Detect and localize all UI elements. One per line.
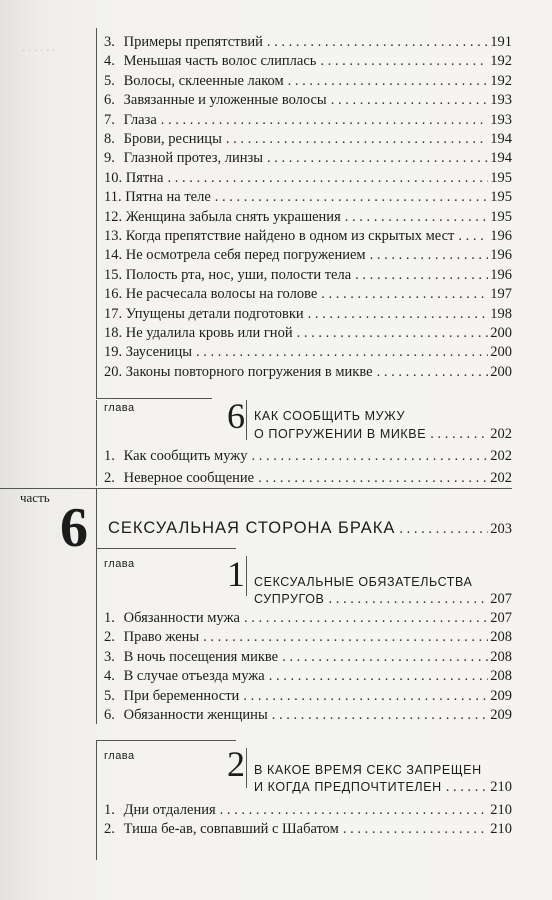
leader-dots (377, 362, 489, 382)
entry-number: 14. (104, 247, 123, 264)
leader-dots (345, 207, 489, 227)
leader-dots (269, 666, 489, 686)
entry-title: Право жены (123, 629, 200, 646)
toc-entry[interactable] (104, 647, 512, 667)
entry-title: Не расчесала волосы на голове (125, 286, 318, 303)
page-number: 200 (490, 344, 512, 361)
page-number: 207 (490, 591, 512, 607)
page-number: 209 (490, 687, 512, 704)
entry-title: Пятна (125, 169, 164, 186)
leader-dots (288, 71, 489, 91)
page-number: 202 (490, 426, 512, 442)
chapter-title-line2: О ПОГРУЖЕНИИ В МИКВЕ (254, 427, 427, 441)
entry-title: Меньшая часть волос слиплась (123, 53, 317, 70)
leader-dots (252, 446, 489, 466)
entry-title: Обязанности женщины (123, 707, 268, 723)
leader-dots (220, 800, 489, 820)
page-number: 208 (490, 648, 512, 665)
entry-title: Упущены детали подготовки (125, 305, 304, 322)
entry-number: 9. (104, 150, 115, 167)
toc-entry[interactable] (104, 207, 512, 227)
toc-entry[interactable] (104, 51, 512, 71)
leader-dots (267, 32, 488, 52)
leader-dots (321, 284, 488, 304)
toc-entry[interactable] (104, 666, 512, 686)
chapter-number-rule (246, 556, 247, 596)
entry-title: Тиша бе-ав, совпавший с Шабатом (123, 821, 339, 838)
page-number: 192 (490, 72, 512, 89)
part-label: часть (20, 490, 50, 505)
page-number: 195 (490, 169, 512, 186)
toc-entry[interactable] (104, 627, 512, 647)
toc-entry[interactable] (104, 468, 512, 488)
entry-title: Дни отдаления (123, 802, 216, 818)
toc-entry[interactable] (104, 129, 512, 149)
page-number: 196 (490, 228, 512, 244)
chapter-title-line2: И КОГДА ПРЕДПОЧТИТЕЛЕН (254, 780, 442, 794)
toc-entry[interactable] (104, 686, 512, 706)
leader-dots (282, 647, 488, 667)
entry-title: Законы повторного погружения в микве (125, 363, 373, 380)
page-number: 210 (490, 802, 512, 818)
toc-entry[interactable] (108, 518, 512, 542)
entry-number: 6. (104, 92, 115, 109)
page-number: 200 (490, 363, 512, 380)
page-number: 207 (490, 610, 512, 626)
page-number: 210 (490, 821, 512, 838)
leader-dots (258, 468, 488, 488)
chapter-title-line1: КАК СООБЩИТЬ МУЖУ (254, 409, 406, 423)
toc-entry[interactable] (104, 608, 512, 628)
leader-dots (370, 245, 489, 265)
vertical-rule-ch6 (96, 400, 97, 486)
entry-number: 2. (104, 821, 115, 838)
toc-entry[interactable] (104, 284, 512, 304)
entry-number: 7. (104, 111, 115, 128)
page-number: 194 (490, 150, 512, 167)
chapter-title-line2: СУПРУГОВ (254, 592, 325, 606)
toc-entry[interactable] (104, 187, 512, 207)
entry-number: 6. (104, 707, 115, 723)
chapter-title-line1: В КАКОЕ ВРЕМЯ СЕКС ЗАПРЕЩЕН (254, 763, 482, 777)
entry-title: Женщина забыла снять украшения (125, 208, 341, 225)
chapter-number-rule (246, 748, 247, 788)
entry-title: Завязанные и уложенные волосы (123, 92, 327, 109)
entry-title: Пятна на теле (125, 189, 211, 206)
toc-entry[interactable] (254, 424, 512, 444)
entry-number: 3. (104, 34, 115, 50)
toc-entry[interactable] (104, 362, 512, 382)
leader-dots (161, 110, 488, 130)
page-number: 194 (490, 131, 512, 147)
entry-title: Когда препятствие найдено в одном из скрытых мест (125, 228, 455, 244)
toc-entry[interactable] (104, 342, 512, 362)
entry-number: 2. (104, 470, 115, 486)
entry-number: 19. (104, 344, 123, 361)
leader-dots (226, 129, 488, 149)
leader-dots (203, 627, 488, 647)
page-number: 203 (490, 521, 512, 537)
toc-entry[interactable] (104, 110, 512, 130)
toc-entry[interactable] (104, 819, 512, 839)
page-number: 196 (490, 266, 512, 283)
leader-dots (297, 323, 489, 343)
leader-dots (215, 187, 488, 207)
part-title: СЕКСУАЛЬНАЯ СТОРОНА БРАКА (108, 519, 396, 537)
toc-entry[interactable] (254, 589, 512, 609)
chapter-number: 1 (227, 554, 245, 594)
entry-title: В случае отъезда мужа (123, 668, 265, 685)
leader-dots (328, 589, 488, 609)
leader-dots (343, 819, 488, 839)
toc-entry[interactable] (104, 705, 512, 725)
entry-title: В ночь посещения микве (123, 648, 279, 665)
leader-dots (272, 705, 489, 725)
entry-number: 1. (104, 610, 115, 626)
toc-entry[interactable] (104, 168, 512, 188)
vertical-rule-top (96, 28, 97, 398)
entry-number: 15. (104, 266, 123, 283)
page-number: 197 (490, 286, 512, 303)
vertical-rule-ch1 (96, 548, 97, 724)
toc-entry[interactable] (104, 265, 512, 285)
entry-number: 18. (104, 325, 123, 341)
page-number: 193 (490, 111, 512, 128)
chapter-top-rule (96, 740, 236, 741)
page-number: 200 (490, 325, 512, 341)
leader-dots (167, 168, 488, 188)
toc-entry[interactable] (104, 323, 512, 343)
entry-title: Примеры препятствий (123, 34, 263, 50)
entry-title: Брови, ресницы (123, 131, 222, 147)
leader-dots (399, 519, 488, 539)
entry-number: 16. (104, 286, 123, 303)
leader-dots (320, 51, 488, 71)
entry-title: Не удалила кровь или гной (125, 325, 293, 341)
entry-title: Как сообщить мужу (123, 448, 248, 464)
entry-number: 4. (104, 668, 115, 685)
toc-entry[interactable] (104, 800, 512, 820)
page-number: 196 (490, 247, 512, 264)
chapter-number: 6 (227, 396, 245, 436)
entry-number: 5. (104, 72, 115, 89)
leader-dots (244, 608, 488, 628)
toc-entry[interactable] (104, 90, 512, 110)
entry-title: Заусеницы (125, 344, 193, 361)
page-number: 192 (490, 53, 512, 70)
toc-entry[interactable] (254, 777, 512, 797)
leader-dots (308, 304, 489, 324)
leader-dots (355, 265, 488, 285)
entry-title: Обязанности мужа (123, 610, 240, 626)
entry-number: 5. (104, 687, 115, 704)
toc-entry[interactable] (104, 245, 512, 265)
entry-number: 8. (104, 131, 115, 147)
page-number: 210 (490, 779, 512, 795)
vertical-rule-ch2 (96, 740, 97, 860)
toc-entry[interactable] (104, 148, 512, 168)
page-number: 193 (490, 92, 512, 109)
part-top-rule (0, 488, 512, 489)
leader-dots (243, 686, 488, 706)
page-number: 209 (490, 707, 512, 723)
bleed-through: . . . . . . (22, 40, 55, 54)
leader-dots (331, 90, 489, 110)
entry-number: 12. (104, 208, 123, 225)
horizontal-rule-top (96, 398, 212, 399)
leader-dots (196, 342, 488, 362)
leader-dots (446, 777, 488, 797)
chapter-label: глава (104, 402, 135, 414)
chapter-top-rule (96, 548, 236, 549)
chapter-label: глава (104, 750, 135, 762)
page-number: 195 (490, 189, 512, 206)
part-number: 6 (60, 497, 88, 559)
toc-entry[interactable] (104, 226, 512, 246)
entry-title: Глаза (123, 111, 157, 128)
entry-number: 20. (104, 363, 123, 380)
entry-number: 2. (104, 629, 115, 646)
page-number: 202 (490, 470, 512, 486)
page-number: 202 (490, 448, 512, 464)
leader-dots (458, 226, 488, 246)
page-number: 191 (490, 34, 512, 50)
entry-number: 17. (104, 305, 123, 322)
page-number: 198 (490, 305, 512, 322)
page-number: 208 (490, 629, 512, 646)
page-number: 208 (490, 668, 512, 685)
entry-number: 1. (104, 448, 115, 464)
entry-title: Неверное сообщение (123, 470, 255, 486)
entry-title: Волосы, склеенные лаком (123, 72, 284, 89)
leader-dots (267, 148, 488, 168)
part-number-rule (96, 488, 97, 548)
entry-number: 13. (104, 228, 123, 244)
toc-entry[interactable] (104, 304, 512, 324)
entry-number: 4. (104, 53, 115, 70)
chapter-label: глава (104, 558, 135, 570)
entry-number: 3. (104, 648, 115, 665)
chapter-title-line1: СЕКСУАЛЬНЫЕ ОБЯЗАТЕЛЬСТВА (254, 575, 473, 589)
toc-entry[interactable] (104, 71, 512, 91)
entry-title: При беременности (123, 687, 240, 704)
leader-dots (430, 424, 488, 444)
chapter-number: 2 (227, 744, 245, 784)
toc-entry[interactable] (104, 32, 512, 52)
entry-number: 10. (104, 169, 123, 186)
entry-title: Не осмотрела себя перед погружением (125, 247, 366, 264)
chapter-number-rule (246, 400, 247, 440)
entry-title: Глазной протез, линзы (123, 150, 263, 167)
page-number: 195 (490, 208, 512, 225)
entry-number: 11. (104, 189, 122, 206)
toc-entry[interactable] (104, 446, 512, 466)
entry-number: 1. (104, 802, 115, 818)
entry-title: Полость рта, нос, уши, полости тела (125, 266, 352, 283)
